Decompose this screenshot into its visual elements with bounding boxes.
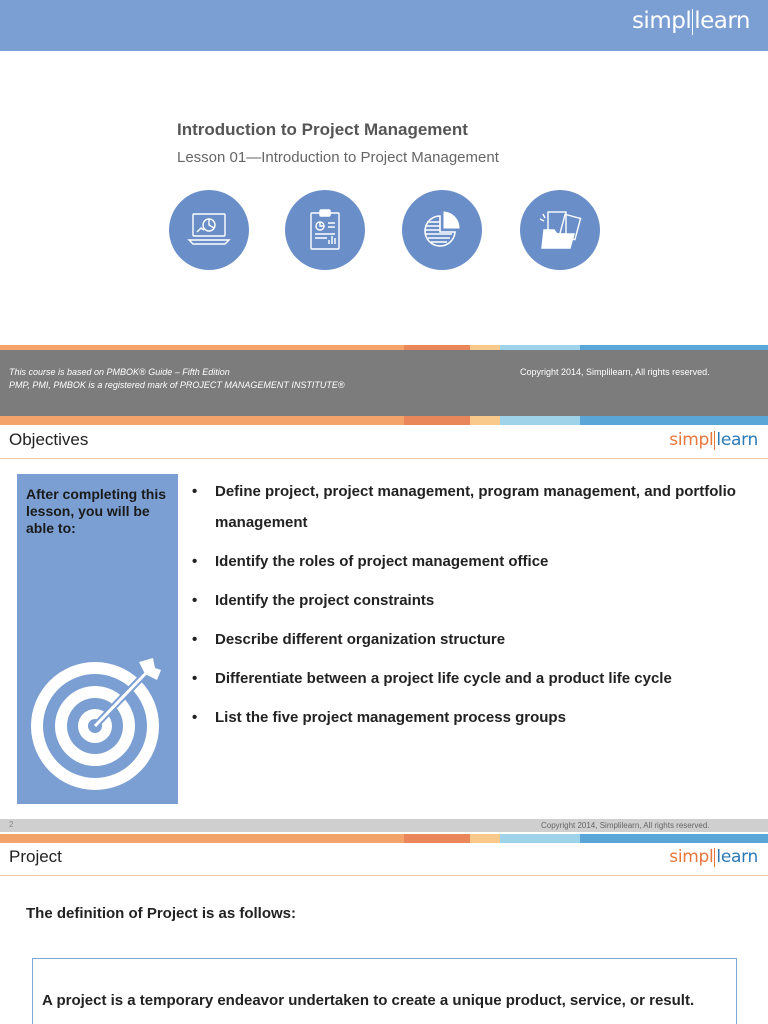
- simplilearn-logo: simpl learn: [669, 430, 758, 450]
- simplilearn-logo: simpl learn: [631, 8, 750, 34]
- project-heading: Project: [9, 847, 62, 866]
- pie-chart-icon: [402, 190, 482, 270]
- decorative-stripe: [0, 416, 768, 425]
- list-item: • Define project, project management, program management, and portfolio management: [190, 476, 750, 538]
- pmbok-note: This course is based on PMBOK® Guide – Fifth Edition: [9, 367, 230, 377]
- lesson-subtitle: Lesson 01—Introduction to Project Management: [177, 149, 499, 166]
- list-item: • Describe different organization structure: [190, 624, 750, 655]
- simplilearn-logo: simpl learn: [669, 847, 758, 867]
- trademark-note: PMP, PMI, PMBOK is a registered mark of PROJECT MANAGEMENT INSTITUTE®: [9, 380, 345, 390]
- divider: [0, 875, 768, 876]
- clipboard-report-icon: [285, 190, 365, 270]
- copyright-text: Copyright 2014, Simplilearn, All rights reserved.: [520, 367, 710, 377]
- divider: [0, 458, 768, 459]
- definition-text: A project is a temporary endeavor undertaken to create a unique product, service, or result.: [42, 992, 695, 1009]
- objectives-heading: Objectives: [9, 430, 89, 449]
- page-number: 2: [9, 820, 14, 829]
- objectives-list: [190, 476, 750, 741]
- title-slide-header: [0, 0, 768, 51]
- course-title: Introduction to Project Management: [177, 120, 468, 139]
- laptop-chart-icon: [169, 190, 249, 270]
- sidebar-text: After completing this lesson, you will be able to:: [26, 486, 167, 536]
- objectives-sidebar: [17, 474, 178, 804]
- list-item: • Differentiate between a project life cycle and a product life cycle: [190, 663, 750, 694]
- list-item: • List the five project management process groups: [190, 702, 750, 733]
- list-item: • Identify the project constraints: [190, 585, 750, 616]
- folder-documents-icon: [520, 190, 600, 270]
- decorative-stripe: [0, 834, 768, 843]
- definition-box: [32, 958, 737, 1024]
- slide-footer: [0, 819, 768, 832]
- definition-intro: The definition of Project is as follows:: [26, 905, 297, 922]
- target-arrow-icon: [29, 656, 165, 792]
- title-slide-footer: [0, 350, 768, 416]
- list-item: • Identify the roles of project management office: [190, 546, 750, 577]
- copyright-text: Copyright 2014, Simplilearn, All rights reserved.: [541, 821, 710, 830]
